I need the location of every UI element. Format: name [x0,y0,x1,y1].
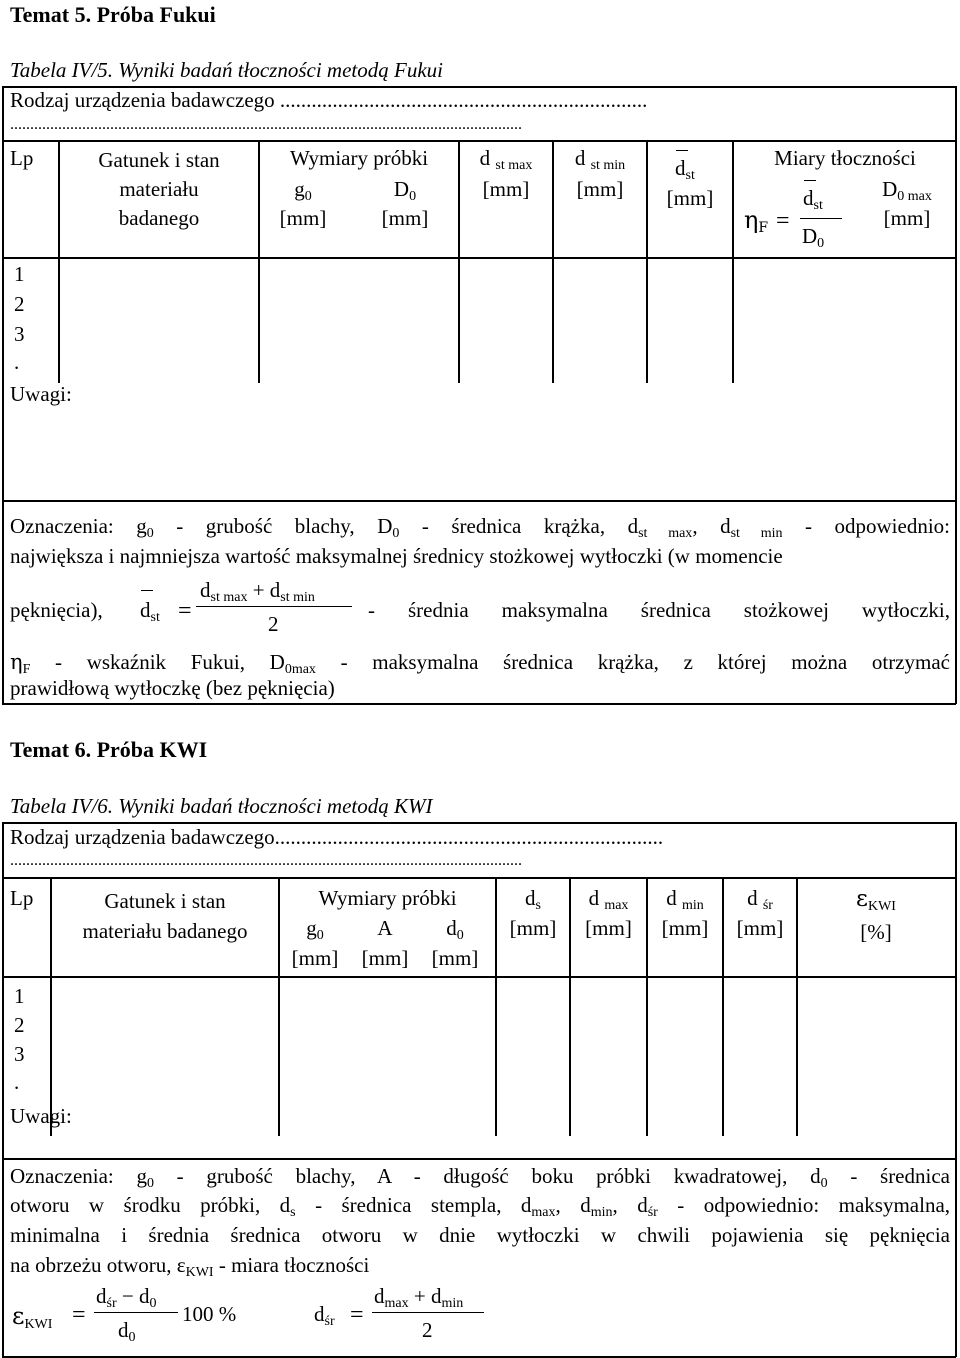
t5-D0max-sub: 0 max [897,189,932,204]
t5-header-eta [744,206,768,236]
section6-title: Temat 6. Próba KWI [10,737,208,762]
t5-D0-letter: D [393,177,410,201]
t5-dst-sub: st [685,168,695,183]
t6-header-dmax-unit: [mm] [585,916,632,940]
t6-formula1-num: $d_{śr} - d_0$ [96,1284,157,1311]
section5-device-line2: ................................................................................................................................ [10,116,522,133]
t6-header-dsr-unit: [mm] [736,916,784,940]
section6-device-line2: ................................................................................................................................ [10,852,522,869]
t5-notes-line1: Oznaczenia: $g_0$ - grubość blachy, $D_0$ - średnica krążka, $d_{st max}$, $d_{st min}$ - odpowiednio: [10,514,951,541]
t6-row: 2 [14,1013,25,1037]
t5-row: 1 [14,262,25,286]
t5-header-dst-unit: [mm] [666,186,714,210]
t5-header-dstmax [460,146,552,174]
t6-header-ds-unit: [mm] [509,916,557,940]
t6-header-d0: $d_0$ [446,916,464,943]
t5-frac-num-sub: st [813,198,823,213]
t5-dstmax-sub: st max [495,158,533,173]
t6-notes-line4: na obrzeżu otworu, $\varepsilon_{KWI}$ - miara tłoczności [10,1253,370,1280]
t5-header-D0-unit: [mm] [381,206,429,230]
t5-row: 2 [14,292,25,316]
t5-notes-line3b: - średnia maksymalna średnica stożkowej wytłoczki, [368,598,950,622]
t5-header-lp: Lp [10,146,34,170]
t5-row: 3 [14,322,25,346]
t5-notes-eq: = [178,598,192,624]
t6-formula2-lhs: $d_{śr}$ [314,1302,335,1329]
t5-header-D0 [370,177,440,205]
t6-header-eps: $\varepsilon_{KWI}$ [856,886,896,914]
t6-header-d0-unit: [mm] [431,946,479,970]
t6-header-dmax: d $_{max}$ [588,886,629,913]
t5-remarks: Uwagi: [10,382,72,406]
t6-row: . [14,1070,20,1094]
t6-notes-line1: Oznaczenia: $g_0$ - grubość blachy, A - długość boku próbki kwadratowej, $d_0$ - średnica [10,1164,950,1191]
t5-header-g0-unit: [mm] [279,206,327,230]
t5-header-eq: = [776,208,790,234]
t6-header-dsr: d $_{śr}$ [747,886,773,913]
t6-header-dims: Wymiary próbki [318,886,457,910]
t5-header-g0 [268,177,338,205]
t5-header-dstmax-unit: [mm] [482,177,530,201]
t6-header-dmin: d $_{min}$ [666,886,704,913]
t5-dstmin-sub: st min [590,158,626,173]
t6-formula1-eps: $\varepsilon_{KWI}$ [12,1302,53,1332]
t5-dst-letter: d [675,156,686,180]
t5-frac-den-sub: 0 [817,236,825,251]
t5-notes-line2: największa i najmniejsza wartość maksymalnej średnicy stożkowej wytłoczki (w momencie [10,544,783,568]
section6-device-line1: Rodzaj urządzenia badawczego.......................................................................... [10,825,664,849]
t5-header-D0max [862,177,952,205]
t5-frac-den-letter: D [802,224,818,248]
t5-header-D0max-unit: [mm] [883,206,931,230]
t6-formula1-mult: 100 % [182,1302,237,1326]
t5-header-frac-num [803,186,823,214]
t5-header-measures: Miary tłoczności [774,146,916,170]
t6-formula1-eq: = [72,1302,86,1328]
section5-device-line1: Rodzaj urządzenia badawczego ...................................................................... [10,88,648,112]
t5-header-material [60,146,258,233]
t6-header-A: A [377,916,393,940]
t5-eta-letter: η [744,206,759,234]
t6-notes-line3: minimalna i średnia średnica otworu w dnie wytłoczki w chwili pojawienia się pęknięcia [10,1223,950,1247]
section5-table-caption: Tabela IV/5. Wyniki badań tłoczności metodą Fukui [10,58,443,82]
t5-notes-line4: $\eta_F$ - wskaźnik Fukui, $D_{0max}$ - maksymalna średnica krążka, z której można otrzymać [10,650,950,677]
t5-D0-sub: 0 [409,189,417,204]
t6-formula1-den: $d_0$ [118,1318,136,1345]
t5-notes-dst: $d_{st}$ [140,598,160,625]
t5-notes-frac-den: 2 [268,612,279,636]
t5-notes-line3a: pęknięcia), [10,598,103,622]
t5-g0-sub: 0 [304,189,312,204]
t6-formula2-den: 2 [422,1318,433,1342]
section5-title: Temat 5. Próba Fukui [10,2,216,27]
t6-row: 3 [14,1042,25,1066]
t6-row: 1 [14,984,25,1008]
t6-formula2-eq: = [350,1302,364,1328]
t6-header-lp: Lp [10,886,34,910]
t5-header-material-line3: badanego [118,206,200,230]
t6-header-pct: [%] [860,920,892,944]
t6-header-material-line2: materiału badanego [82,919,248,943]
section6-table-caption: Tabela IV/6. Wyniki badań tłoczności metodą KWI [10,794,433,818]
t5-header-dstmin-unit: [mm] [576,177,624,201]
t5-header-dims: Wymiary próbki [289,146,429,170]
t5-header-dstmin [554,146,646,174]
t6-header-material [52,886,278,946]
t6-header-g0: $g_0$ [306,916,324,943]
t6-header-ds: $d_s$ [525,886,541,913]
t5-header-frac-den [802,224,824,252]
t6-header-material-line1: Gatunek i stan [104,889,226,913]
t6-formula2-num: $d_{max} + d_{min}$ [374,1284,464,1311]
t6-header-A-unit: [mm] [361,946,409,970]
t5-g0-letter: g [294,177,305,201]
t5-header-material-line1: Gatunek i stan [98,148,220,172]
t5-notes-line5: prawidłową wytłoczkę (bez pęknięcia) [10,676,335,700]
t6-notes-line2: otworu w środku próbki, $d_s$ - średnica stempla, $d_{max}$, $d_{min}$, $d_{śr}$ - odpowiednio: maksymalna, [10,1193,951,1220]
t5-dstmax-letter: d [479,146,491,170]
t5-frac-num-letter: d [803,186,814,210]
t6-header-dmin-unit: [mm] [661,916,709,940]
t5-eta-sub: F [758,220,769,236]
t5-header-material-line2: materiału [119,177,199,201]
t5-header-dst [675,156,695,184]
t6-remarks: Uwagi: [10,1104,72,1128]
t6-header-g0-unit: [mm] [291,946,339,970]
t5-notes-frac-num: $d_{st max} + d_{st min}$ [200,578,315,605]
t5-row: . [14,350,20,374]
t5-dstmin-letter: d [574,146,586,170]
t5-D0max-letter: D [882,177,898,201]
